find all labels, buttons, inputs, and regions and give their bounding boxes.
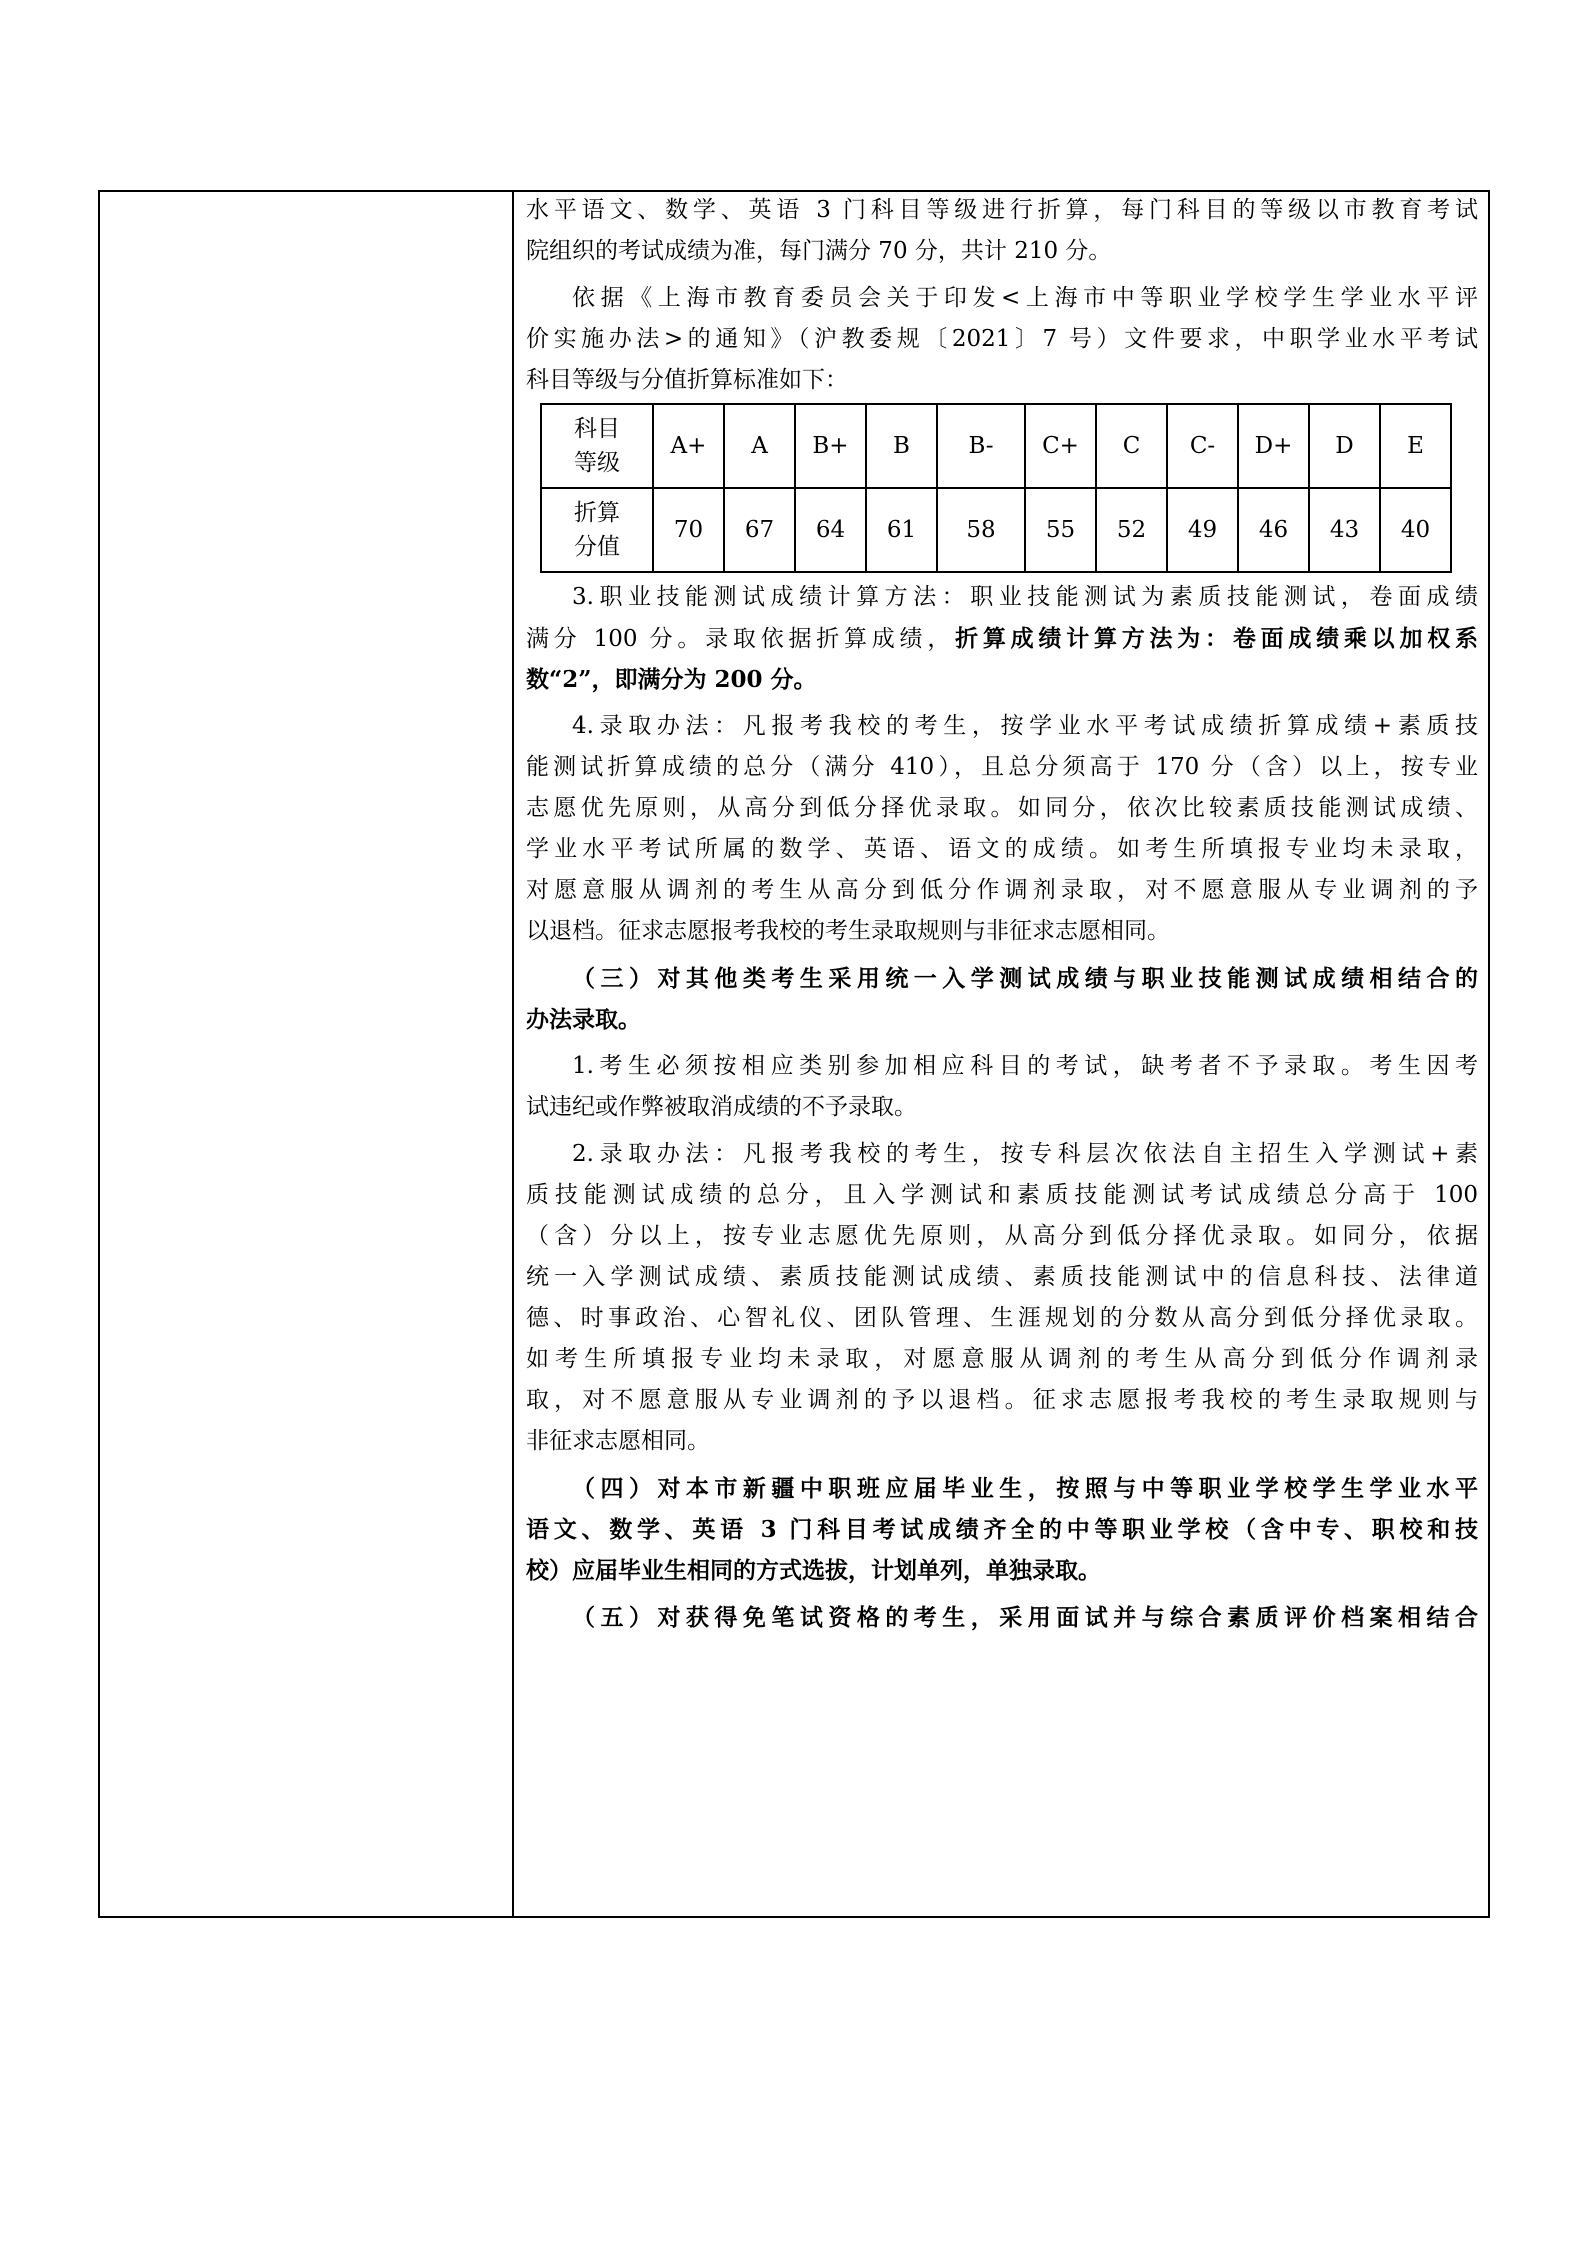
table-header-grade: 科目 等级 xyxy=(541,404,653,488)
section-heading: 办法录取。 xyxy=(526,1006,641,1033)
text-line: 1.考生必须按相应类别参加相应科目的考试，缺考者不予录取。考生因考 xyxy=(572,1053,1478,1079)
grade-cell: C+ xyxy=(1025,404,1096,488)
grade-cell: D xyxy=(1309,404,1380,488)
grade-cell: C xyxy=(1096,404,1167,488)
grade-cell: B xyxy=(866,404,937,488)
text-line: 质技能测试成绩的总分，且入学测试和素质技能测试考试成绩总分高于 100 xyxy=(526,1182,1478,1208)
text-line: 德、时事政治、心智礼仪、团队管理、生涯规划的分数从高分到低分择优录取。 xyxy=(526,1305,1478,1331)
text-line: 院组织的考试成绩为准，每门满分 70 分，共计 210 分。 xyxy=(526,238,1112,264)
grade-cell: E xyxy=(1380,404,1451,488)
text-line: 数“2”，即满分为 200 分。 xyxy=(526,666,817,693)
table-row-grades xyxy=(541,404,1451,488)
text-line: 取，对不愿意服从专业调剂的予以退档。征求志愿报考我校的考生录取规则与 xyxy=(526,1387,1478,1413)
table-row-scores xyxy=(541,488,1451,572)
score-cell: 52 xyxy=(1096,488,1167,572)
text-line: 学业水平考试所属的数学、英语、语文的成绩。如考生所填报专业均未录取， xyxy=(526,836,1478,862)
score-cell: 46 xyxy=(1238,488,1309,572)
text-line: 试违纪或作弊被取消成绩的不予录取。 xyxy=(526,1094,917,1120)
text-line: 能测试折算成绩的总分（满分 410），且总分须高于 170 分（含）以上，按专业 xyxy=(526,754,1478,780)
text-line: 2.录取办法：凡报考我校的考生，按专科层次依法自主招生入学测试+素 xyxy=(572,1141,1478,1167)
section-heading: （三）对其他类考生采用统一入学测试成绩与职业技能测试成绩相结合的 xyxy=(572,965,1478,992)
grade-cell: B- xyxy=(937,404,1025,488)
score-cell: 58 xyxy=(937,488,1025,572)
table-header-score: 折算 分值 xyxy=(541,488,653,572)
score-cell: 49 xyxy=(1167,488,1238,572)
section-heading: 语文、数学、英语 3 门科目考试成绩齐全的中等职业学校（含中专、职校和技 xyxy=(526,1516,1478,1543)
text-line: 科目等级与分值折算标准如下： xyxy=(526,367,848,393)
score-cell: 64 xyxy=(795,488,866,572)
text-line: 满分 100 分。录取依据折算成绩，折算成绩计算方法为：卷面成绩乘以加权系 xyxy=(526,625,1478,652)
text-line: 3.职业技能测试成绩计算方法：职业技能测试为素质技能测试，卷面成绩 xyxy=(572,584,1478,610)
section-heading: （五）对获得免笔试资格的考生，采用面试并与综合素质评价档案相结合 xyxy=(572,1604,1478,1631)
text-line: 非征求志愿相同。 xyxy=(526,1428,710,1454)
section-heading: 校）应届毕业生相同的方式选拔，计划单列，单独录取。 xyxy=(526,1557,1101,1584)
grade-cell: B+ xyxy=(795,404,866,488)
grade-cell: A+ xyxy=(653,404,724,488)
text-line: 4.录取办法：凡报考我校的考生，按学业水平考试成绩折算成绩+素质技 xyxy=(572,713,1478,739)
column-divider xyxy=(512,190,514,1918)
score-cell: 55 xyxy=(1025,488,1096,572)
score-cell: 40 xyxy=(1380,488,1451,572)
text-line: 对愿意服从调剂的考生从高分到低分作调剂录取，对不愿意服从专业调剂的予 xyxy=(526,877,1478,903)
score-cell: 61 xyxy=(866,488,937,572)
text-line: 志愿优先原则，从高分到低分择优录取。如同分，依次比较素质技能测试成绩、 xyxy=(526,795,1478,821)
text-line: 水平语文、数学、英语 3 门科目等级进行折算，每门科目的等级以市教育考试 xyxy=(526,197,1478,223)
text-line: 依据《上海市教育委员会关于印发<上海市中等职业学校学生学业水平评 xyxy=(572,285,1478,311)
grade-conversion-table xyxy=(540,403,1452,573)
section-heading: （四）对本市新疆中职班应届毕业生，按照与中等职业学校学生学业水平 xyxy=(572,1475,1478,1502)
text-line: 价实施办法>的通知》（沪教委规〔2021〕7 号）文件要求，中职学业水平考试 xyxy=(526,326,1478,352)
text-line: 如考生所填报专业均未录取，对愿意服从调剂的考生从高分到低分作调剂录 xyxy=(526,1346,1478,1372)
grade-cell: A xyxy=(724,404,795,488)
admission-rules-cell xyxy=(526,190,1478,1638)
grade-cell: C- xyxy=(1167,404,1238,488)
grade-cell: D+ xyxy=(1238,404,1309,488)
text-line: 统一入学测试成绩、素质技能测试成绩、素质技能测试中的信息科技、法律道 xyxy=(526,1264,1478,1290)
text-line: 以退档。征求志愿报考我校的考生录取规则与非征求志愿相同。 xyxy=(526,918,1170,944)
score-cell: 70 xyxy=(653,488,724,572)
score-cell: 67 xyxy=(724,488,795,572)
score-cell: 43 xyxy=(1309,488,1380,572)
text-line: （含）分以上，按专业志愿优先原则，从高分到低分择优录取。如同分，依据 xyxy=(526,1223,1478,1249)
